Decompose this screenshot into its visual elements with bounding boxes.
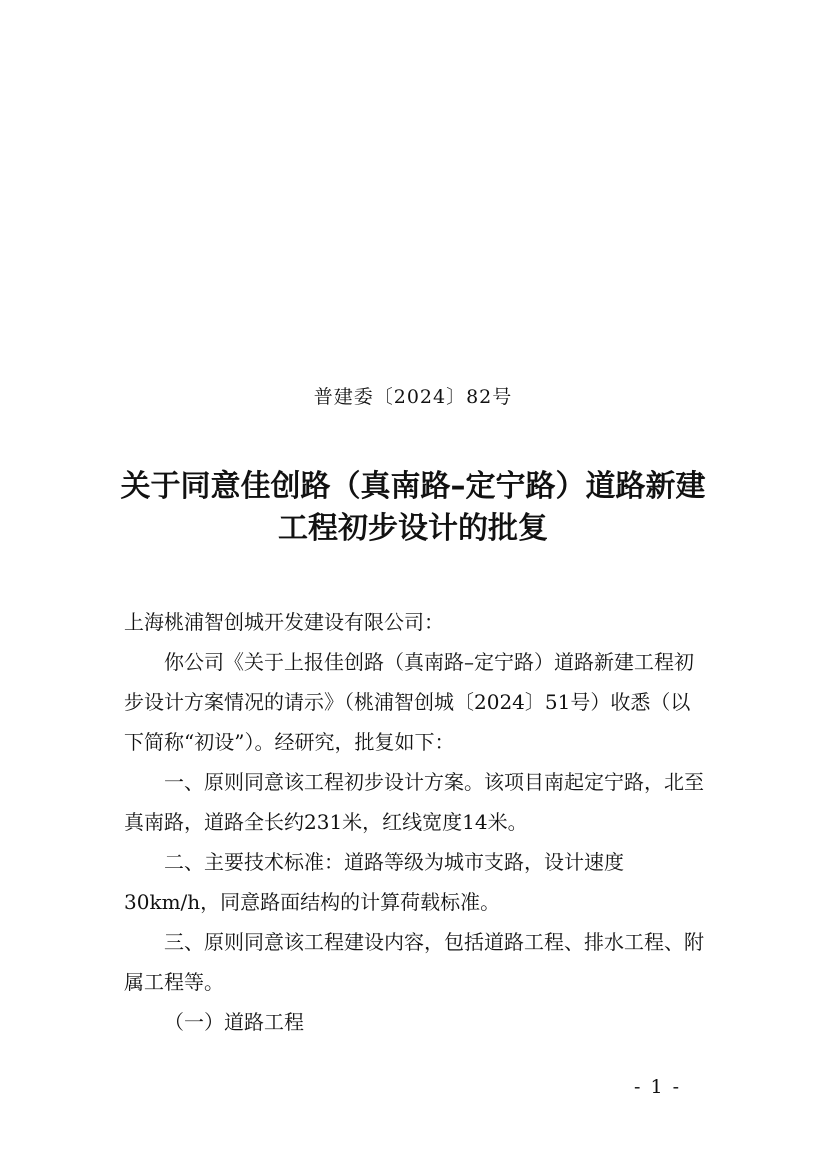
document-title — [100, 466, 726, 550]
page-number: - 1 - — [634, 1076, 682, 1098]
title-line-2: 工程初步设计的批复 — [278, 511, 548, 546]
paragraph-item-1: 一、原则同意该工程初步设计方案。该项目南起定宁路，北至真南路，道路全长约231米，红线宽度14米。 — [124, 770, 704, 834]
paragraph-item-2: 二、主要技术标准：道路等级为城市支路，设计速度30km/h，同意路面结构的计算荷载标准。 — [124, 850, 624, 914]
section-heading-road-works: （一）道路工程 — [164, 1010, 304, 1034]
addressee: 上海桃浦智创城开发建设有限公司： — [124, 610, 444, 634]
title-line-1: 关于同意佳创路（真南路–定宁路）道路新建 — [120, 469, 706, 504]
document-number: 普建委〔2024〕82号 — [313, 386, 513, 408]
paragraph-intro: 你公司《关于上报佳创路（真南路–定宁路）道路新建工程初步设计方案情况的请示》（桃浦智创城〔2024〕51号）收悉（以下简称“初设”）。经研究，批复如下： — [124, 650, 694, 754]
document-body — [124, 602, 704, 1042]
paragraph-item-3: 三、原则同意该工程建设内容，包括道路工程、排水工程、附属工程等。 — [124, 930, 704, 994]
